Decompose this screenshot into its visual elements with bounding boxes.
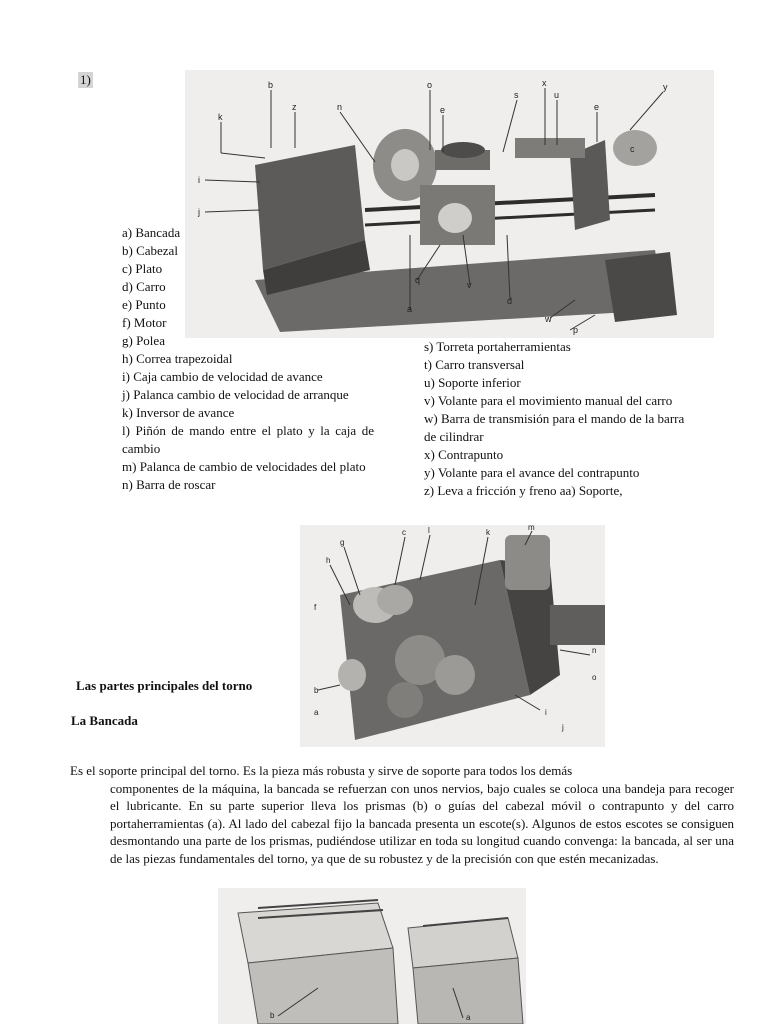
figure-label: m [528,525,535,532]
figure-label: h [326,556,331,565]
list-item: m) Palanca de cambio de velocidades del plato [122,459,366,474]
figure-label: o [427,80,433,90]
list-item: s) Torreta portaherramientas [424,339,571,354]
parts-list-right [424,338,692,500]
figure-label: s [514,90,519,100]
bed-figure [218,888,526,1024]
figure-label: n [592,646,597,655]
figure-label: q [415,275,421,285]
list-item: y) Volante para el avance del contrapunto [424,465,640,480]
list-item: h) Correa trapezoidal [122,351,233,366]
list-item: w) Barra de transmisión para el mando de la barra de cilindrar [424,411,685,444]
figure-label: a [314,708,319,717]
figure-label: o [592,673,597,682]
figure-label: a [407,304,413,314]
list-item: k) Inversor de avance [122,405,235,420]
figure-label: z [292,102,297,112]
list-item: l) Piñón de mando entre el plato y la caja de cambio [122,423,374,456]
figure-label: k [486,528,490,537]
bancada-paragraph [70,762,734,867]
figure-label: j [198,207,200,217]
figure-label: a [466,1013,471,1022]
section-heading: Las partes principales del torno [76,678,253,693]
list-item: a) Bancada [122,225,181,240]
list-item: d) Carro [122,279,166,294]
list-item: i) Caja cambio de velocidad de avance [122,369,323,384]
figure-label: b [268,80,274,90]
figure-label: k [218,112,223,122]
paragraph-body: componentes de la máquina, la bancada se refuerzan con unos nervios, bajo cuales se coloca una bandeja para recoger el lubricante. En su parte superior lleva los prismas (b) o guías del cabezal móvil o contrapunto y del carro portaherramientas (a). Al lado del cabezal fijo la bancada presenta un escote(s). Algunos de estos escotes se consiguen desmontando una parte de los prismas, pudiéndose utilizar en toda su longitud cuando convenga: la bancada, al ser una de las piezas fundamentales del torno, ya que de su robustez y de la precisión con que estén mecanizadas. [110,780,734,866]
figure-label: p [573,325,579,335]
headstock-detail-drawing [300,525,605,747]
list-item: g) Polea [122,333,165,348]
figure-label: i [545,708,547,717]
list-item: u) Soporte inferior [424,375,521,390]
figure-label: g [340,538,345,547]
figure-label: j [562,723,564,732]
list-item: j) Palanca cambio de velocidad de arranque [122,387,349,402]
headstock-detail-figure [300,525,605,747]
lathe-overview-figure [185,70,714,338]
list-item: n) Barra de roscar [122,477,216,492]
figure-label: w [545,314,552,324]
figure-label: c [630,144,635,154]
list-item: t) Carro transversal [424,357,525,372]
figure-label: x [542,78,547,88]
list-item: v) Volante para el movimiento manual del carro [424,393,673,408]
list-item: c) Plato [122,261,163,276]
list-item: z) Leva a fricción y freno aa) Soporte, [424,483,623,498]
list-item: x) Contrapunto [424,447,504,462]
bed-drawing [218,888,526,1024]
figure-label: n [337,102,343,112]
figure-label: u [554,90,560,100]
lathe-overview-drawing [185,70,714,338]
figure-label: c [402,528,406,537]
figure-label: v [467,280,472,290]
paragraph-first-line: Es el soporte principal del torno. Es la pieza más robusta y sirve de soporte para todos los demás [70,763,573,778]
figure-label: e [594,102,600,112]
figure-label: b [314,686,319,695]
figure-label: l [428,526,430,535]
figure-label: y [663,82,668,92]
figure-label: d [507,296,513,306]
figure-label: b [270,1011,275,1020]
list-item: b) Cabezal [122,243,178,258]
figure-label: i [198,175,200,185]
figure-label: f [314,603,317,612]
section-number: 1) [80,72,91,87]
list-item: f) Motor [122,315,167,330]
subsection-heading: La Bancada [71,713,138,728]
list-item: e) Punto [122,297,166,312]
figure-label: e [440,105,446,115]
